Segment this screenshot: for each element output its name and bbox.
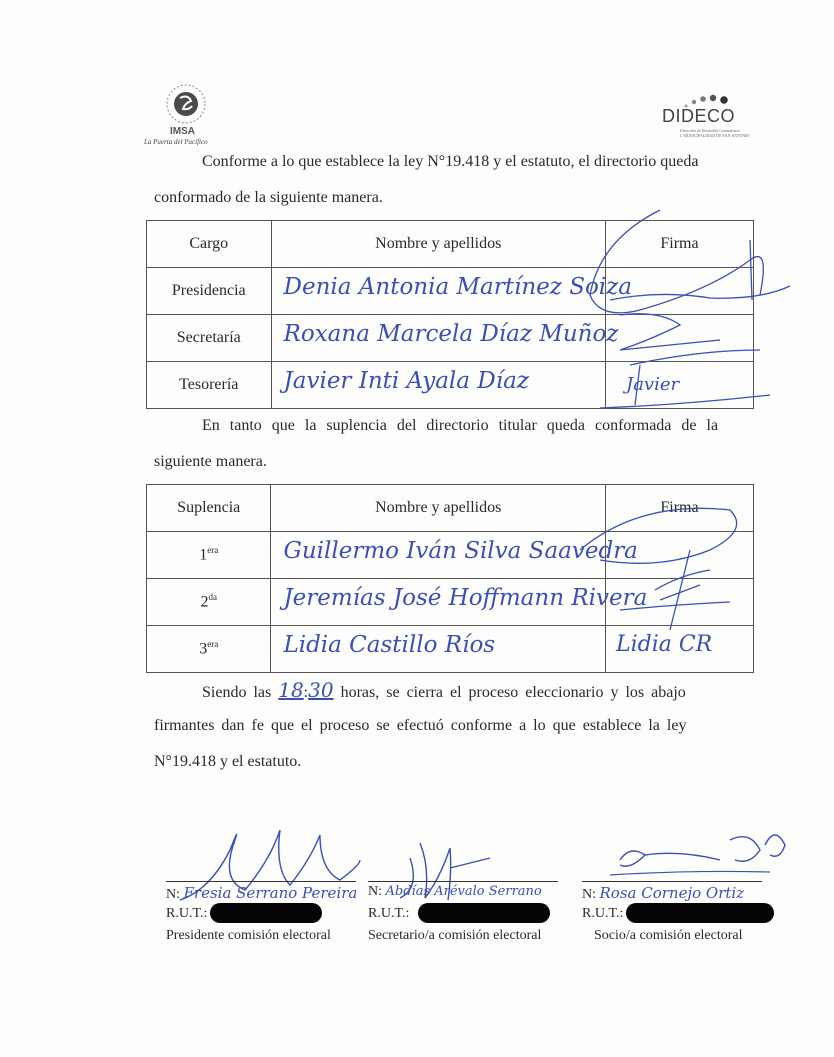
signatory-1-name-row <box>166 884 357 903</box>
imsa-logo <box>144 82 222 148</box>
intro-line-1: Conforme a lo que establece la ley N°19.418 y el estatuto, el directorio queda <box>202 153 699 170</box>
ordinal-number: 2 <box>200 593 209 611</box>
signatory-1-role: Presidente comisión electoral <box>166 928 331 943</box>
cargo-cell: Secretaría <box>147 315 272 362</box>
handwritten-name: Denia Antonia Martínez Soiza <box>283 274 632 300</box>
handwritten-name: Abdías Arévalo Serrano <box>385 884 542 899</box>
nombre-cell <box>271 579 648 626</box>
handwritten-signature: Lidia CR <box>615 632 713 657</box>
nombre-cell <box>271 362 605 409</box>
header-suplencia: Suplencia <box>147 485 271 532</box>
handwritten-name: Rosa Cornejo Ortiz <box>599 884 745 902</box>
suplencia-num-cell <box>147 532 271 579</box>
closing-part-1: Siendo las <box>202 684 272 701</box>
ordinal-suffix: da <box>208 592 217 603</box>
dideco-logo-text: DIDECO <box>662 106 736 126</box>
closing-line-3: N°19.418 y el estatuto. <box>154 753 302 770</box>
handwritten-name: Roxana Marcela Díaz Muñoz <box>283 321 619 347</box>
name-label: N: <box>368 884 382 899</box>
suplencia-intro-line-1: En tanto que la suplencia del directorio titular queda conformada de la <box>202 417 719 434</box>
handwritten-name: Fresia Serrano Pereira <box>183 884 358 902</box>
signatory-3-role: Socio/a comisión electoral <box>594 928 743 943</box>
nombre-cell <box>271 268 632 315</box>
name-label: N: <box>166 887 180 902</box>
header-cargo: Cargo <box>147 221 272 268</box>
intro-line-2: conformado de la siguiente manera. <box>154 189 383 206</box>
closing-part-2: horas, se cierra el proceso eleccionario y los abajo <box>340 684 686 701</box>
suplencia-num-cell <box>147 579 271 626</box>
handwritten-signature: Javier <box>625 374 680 395</box>
handwritten-name: Javier Inti Ayala Díaz <box>283 368 529 394</box>
cargo-cell: Tesorería <box>147 362 272 409</box>
ordinal-suffix: era <box>207 639 219 650</box>
nombre-cell <box>271 532 638 579</box>
imsa-logo-tagline: La Puerta del Pacífico <box>144 138 208 146</box>
handwritten-name: Jeremías José Hoffmann Rivera <box>283 585 648 611</box>
name-label: N: <box>582 887 596 902</box>
rut-label: R.U.T.: <box>166 906 208 921</box>
suplencia-num-cell <box>147 626 271 673</box>
closing-line-1: Siendo las 18:30 horas, se cierra el proceso eleccionario y los abajo <box>202 678 686 702</box>
ordinal-suffix: era <box>207 545 219 556</box>
signatory-3-name-row <box>582 884 744 903</box>
rut-label: R.U.T.: <box>368 906 410 921</box>
header-nombre: Nombre y apellidos <box>271 485 606 532</box>
directorio-signatures-drawing <box>560 200 800 420</box>
closing-line-2: firmantes dan fe que el proceso se efectuó conforme a lo que establece la ley <box>154 717 687 734</box>
header-firma: Firma <box>605 221 753 268</box>
closing-minutes: 30 <box>308 678 334 702</box>
signatory-2-role: Secretario/a comisión electoral <box>368 928 542 943</box>
signatory-2-name-row <box>368 884 542 900</box>
signature-line-1 <box>166 881 356 882</box>
dideco-subtitle-2: I. MUNICIPALIDAD DE SAN ANTONIO <box>680 133 750 138</box>
suplencia-signatures-drawing <box>560 490 760 640</box>
redaction-bar <box>418 903 550 923</box>
nombre-cell <box>271 315 619 362</box>
handwritten-name: Lidia Castillo Ríos <box>283 632 496 658</box>
cargo-cell: Presidencia <box>147 268 272 315</box>
header-firma: Firma <box>605 485 753 532</box>
ordinal-number: 3 <box>199 640 208 658</box>
closing-hour: 18 <box>278 678 304 702</box>
dideco-logo <box>660 92 750 142</box>
handwritten-name: Guillermo Iván Silva Saavedra <box>283 538 638 564</box>
suplencia-intro-line-2: siguiente manera. <box>154 453 267 470</box>
ordinal-number: 1 <box>199 546 208 564</box>
rut-label: R.U.T.: <box>582 906 624 921</box>
header-nombre: Nombre y apellidos <box>271 221 605 268</box>
nombre-cell <box>271 626 606 673</box>
imsa-logo-text: IMSA <box>170 126 195 137</box>
signature-line-2 <box>368 881 558 882</box>
redaction-bar <box>626 903 774 923</box>
dideco-subtitle-1: Dirección de Desarrollo Comunitario <box>680 128 740 133</box>
signature-line-3 <box>582 881 762 882</box>
redaction-bar <box>210 903 322 923</box>
